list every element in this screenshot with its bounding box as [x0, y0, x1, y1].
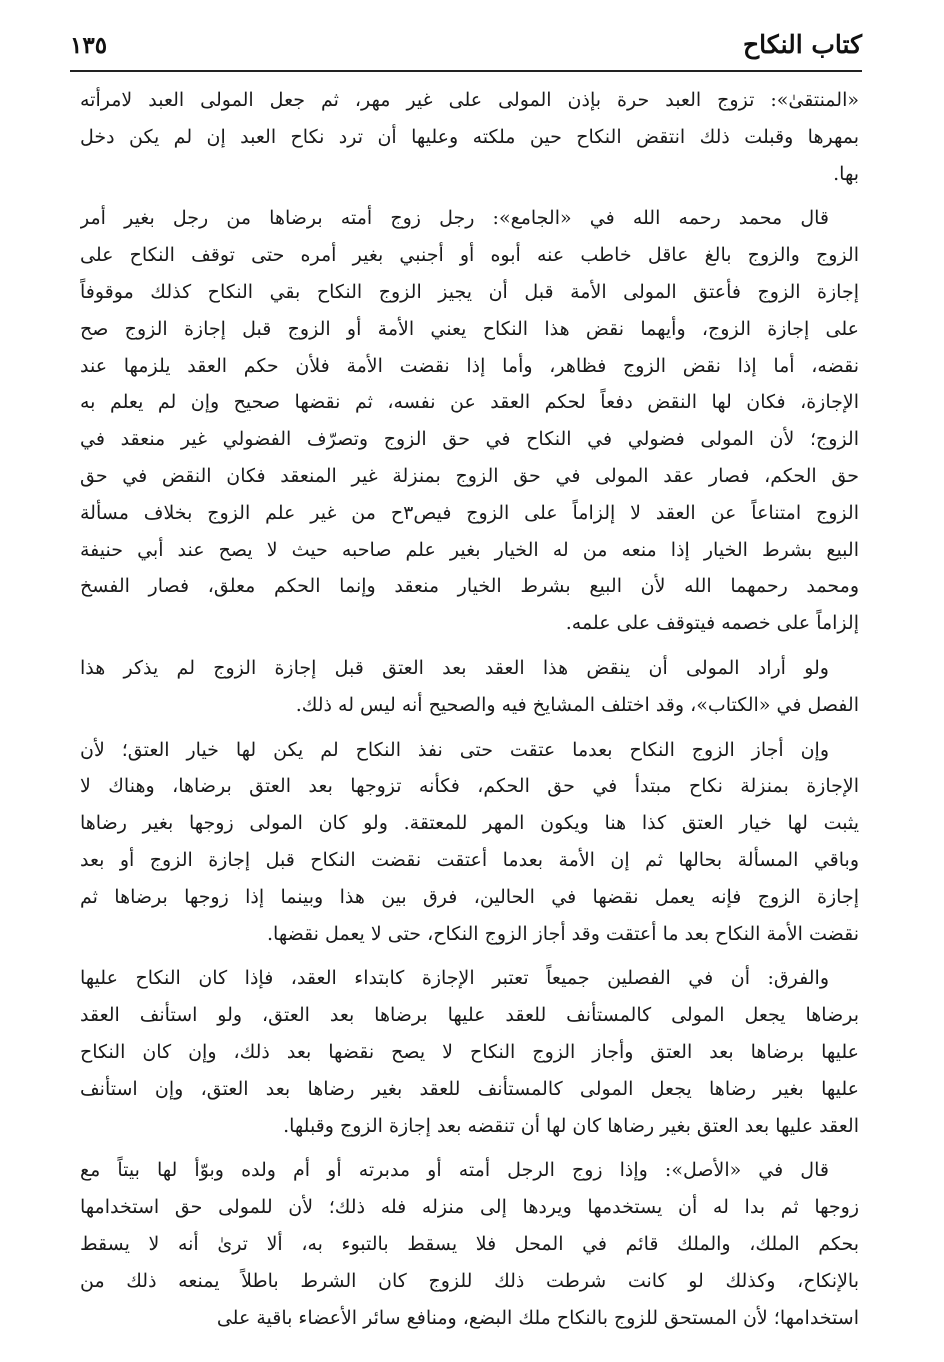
page-header [70, 20, 862, 72]
text-line: بها. [833, 162, 859, 185]
text-line: زوجها ثم بدا له أن يستخدمها ويردها إلى منزله فله ذلك؛ لأن للمولى حق استخدامها [80, 1196, 859, 1219]
text-line: الإجازة بمنزلة نكاح مبتدأ في حق الحكم، فكأنه تزوجها بعد العتق برضاها، وهناك لا [80, 775, 859, 798]
paragraph [80, 650, 859, 724]
text-line: بحكم الملك، والملك قائم في المحل فلا يسقط بالتبوء به، ألا ترىٰ أنه لا يسقط [80, 1232, 859, 1255]
text-line: إجازة الزوج فإنه يعمل نقضها في الحالين، فرق بين هذا وبينما إذا زوجها برضاها ثم [80, 885, 859, 908]
text-line: ولو أراد المولى أن ينقض هذا العقد بعد العتق قبل إجازة الزوج لم يذكر هذا [80, 656, 829, 679]
paragraph [80, 1152, 859, 1336]
text-line: نقضه، أما إذا نقض الزوج فظاهر، وأما إذا نقضت الأمة فلأن حكم العقد يلزمها عند [80, 354, 859, 377]
text-line: عليها بغير رضاها يجعل المولى كالمستأنف للعقد بغير رضاها بعد العتق، وإن استأنف [80, 1077, 859, 1100]
text-line: استخدامها؛ لأن المستحق للزوج بالنكاح ملك البضع، ومنافع سائر الأعضاء باقية على [216, 1306, 859, 1329]
text-line: إلزاماً على خصمه فيتوقف على علمه. [565, 612, 859, 635]
page-number: ١٣٥ [70, 32, 108, 59]
text-line: قال محمد رحمه الله في «الجامع»: رجل زوج أمته برضاها من رجل بغير أمر [80, 207, 829, 230]
paragraph [80, 960, 859, 1144]
text-line: برضاها يجعل المولى كالمستأنف للعقد عليها برضاها بعد العتق، ولو استأنف العقد [80, 1004, 859, 1027]
text-line: ومحمد رحمهما الله لأن البيع بشرط الخيار منعقد وإنما الحكم معلق، فصار الفسخ [80, 575, 859, 598]
text-line: على إجازة الزوج، وأيهما نقض هذا النكاح يعني الأمة أو الزوج قبل إجازة الزوج صح [80, 317, 859, 340]
text-line: حق الحكم، فصار عقد المولى في حق الزوج بمنزلة غير المنعقد فكان النقض في حق [80, 464, 859, 487]
text-line: العقد عليها بعد العتق بغير رضاها كان لها أن تنقضه بعد إجازة الزوج وقبلها. [283, 1114, 859, 1137]
text-line: نقضت الأمة النكاح بعد ما أعتقت وقد أجاز الزوج النكاح، حتى لا يعمل نقضها. [266, 922, 859, 945]
text-line: يثبت لها خيار العتق كذا هنا ويكون المهر للمعتقة. ولو كان المولى زوجها بغير رضاها [80, 812, 859, 835]
text-line: البيع بشرط الخيار إذا منعه من له الخيار بغير علم صاحبه حيث لا يصح عند أبي حنيفة [80, 538, 859, 561]
text-line: قال في «الأصل»: وإذا زوج الرجل أمته أو مدبرته أو أم ولده وبوّأ لها بيتاً مع [80, 1159, 829, 1182]
running-head-title: كتاب النكاح [743, 30, 862, 59]
paragraph [80, 200, 859, 642]
text-line: الزوج والزوج بالغ عاقل خاطب عنه أبوه أو أجنبي بغير أمره حتى توقف النكاح على [80, 244, 859, 267]
paragraph [80, 82, 859, 192]
text-line: وإن أجاز الزوج النكاح بعدما عتقت حتى نفذ النكاح لم يكن لها خيار العتق؛ لأن [80, 738, 829, 761]
text-line: الإجازة، فكان لها النقض دفعاً لحكم العقد عن نفسه، ثم نقضها صحيح وإن لم يعلم به [80, 391, 859, 414]
text-line: بالإنكاح، وكذلك لو كانت شرطت ذلك للزوج كان الشرط باطلاً يمنعه ذلك من [80, 1269, 859, 1292]
text-line: عليها برضاها بعد العتق وأجاز الزوج النكاح لا يصح نقضها بعد ذلك، وإن كان النكاح [80, 1040, 859, 1063]
text-line: إجازة الزوج فأعتق المولى الأمة قبل أن يجيز الزوج النكاح بقي النكاح كذلك موقوفاً [80, 280, 859, 303]
text-line: والفرق: أن في الفصلين جميعاً تعتبر الإجازة كابتداء العقد، فإذا كان النكاح عليها [80, 967, 829, 990]
text-line: الزوج امتناعاً عن العقد لا إلزاماً على الزوج فيص٣ح من غير علم الزوج بخلاف مسألة [80, 501, 859, 524]
text-line: «المنتقىٰ»: تزوج العبد حرة بإذن المولى على غير مهر، ثم جعل المولى العبد لامرأته [80, 89, 859, 111]
text-line: الفصل في «الكتاب»، وقد اختلف المشايخ فيه والصحيح أنه ليس له ذلك. [295, 693, 859, 716]
text-line: وباقي المسألة بحالها ثم إن الأمة بعدما أعتقت نقضت النكاح قبل إجازة الزوج أو بعد [80, 848, 859, 871]
text-line: الزوج؛ لأن المولى فضولي في النكاح في حق الزوج وتصرّف الفضولي غير منعقد في [80, 428, 859, 451]
page-body [80, 82, 859, 1344]
paragraph [80, 732, 859, 953]
text-line: بمهرها وقبلت ذلك انتقض النكاح حين ملكته وعليها أن ترد نكاح العبد إن لم يكن دخل [80, 125, 859, 148]
